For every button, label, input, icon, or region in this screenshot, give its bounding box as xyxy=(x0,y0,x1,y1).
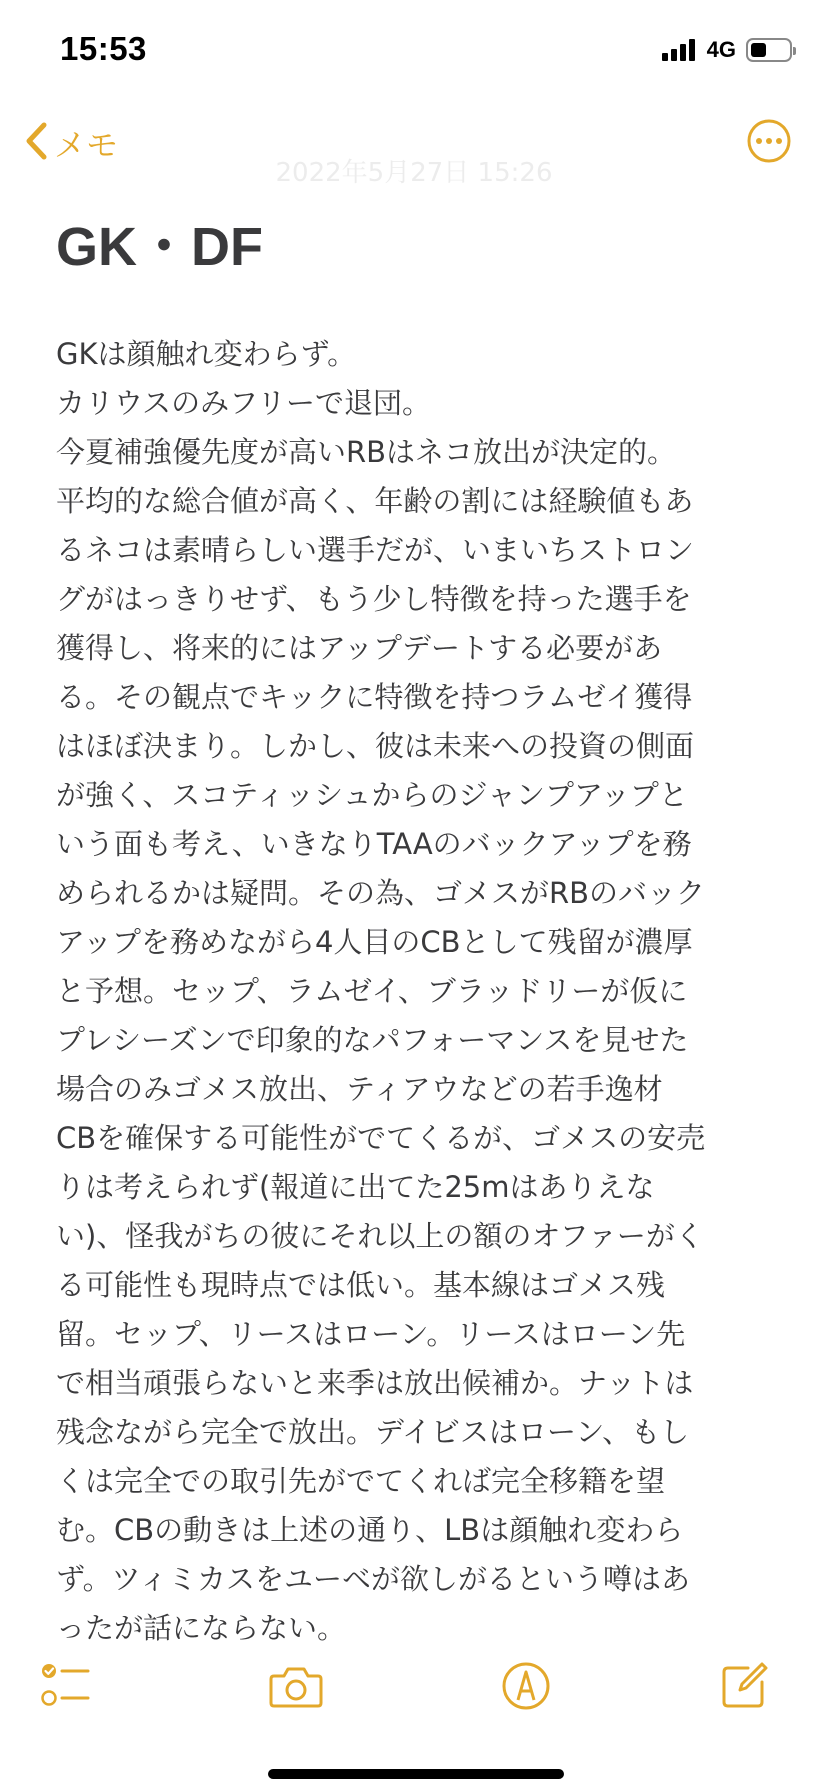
battery-icon xyxy=(746,38,792,62)
network-type: 4G xyxy=(706,37,736,62)
note-timestamp: 2022年5月27日 15:26 xyxy=(275,158,553,188)
note-line: 場合のみゴメス放出、ティアウなどの若手逸材 xyxy=(56,1072,663,1106)
note-body[interactable] xyxy=(56,330,796,1653)
note-line: アップを務めながら4人目のCBとして残留が濃厚 xyxy=(56,925,693,959)
status-indicators xyxy=(662,36,792,64)
note-line: ず。ツィミカスをユーベが欲しがるという噂はあ xyxy=(56,1562,690,1596)
note-line: ったが話にならない。 xyxy=(56,1611,347,1645)
note-line: プレシーズンで印象的なパフォーマンスを見せた xyxy=(56,1023,689,1057)
markup-icon xyxy=(500,1697,552,1716)
note-line: りは考えられず(報道に出てた25mはありえな xyxy=(56,1170,655,1204)
note-line: で相当頑張らないと来季は放出候補か。ナットは xyxy=(56,1366,694,1400)
checklist-button[interactable] xyxy=(40,1660,92,1716)
note-line: るネコは素晴らしい選手だが、いまいちストロン xyxy=(56,533,695,567)
note-line: む。CBの動きは上述の通り、LBは顔触れ変わら xyxy=(56,1513,684,1547)
note-line: 残念ながら完全で放出。デイビスはローン、もし xyxy=(56,1415,690,1449)
note-line: る。その観点でキックに特徴を持つラムゼイ獲得 xyxy=(56,680,693,714)
note-line: カリウスのみフリーで退団。 xyxy=(56,386,431,420)
note-line: くは完全での取引先がでてくれば完全移籍を望 xyxy=(56,1464,666,1498)
note-line: められるかは疑問。その為、ゴメスがRBのバック xyxy=(56,876,706,910)
note-line: 平均的な総合値が高く、年齢の割には経験値もあ xyxy=(56,484,694,518)
note-line: 留。セップ、リースはローン。リースはローン先 xyxy=(56,1317,686,1351)
note-line: 獲得し、将来的にはアップデートする必要があ xyxy=(56,631,663,665)
compose-button[interactable] xyxy=(718,1660,770,1716)
back-label: メモ xyxy=(54,126,119,164)
note-title[interactable]: GK・DF xyxy=(56,217,263,277)
bottom-toolbar xyxy=(0,1660,828,1730)
camera-icon xyxy=(268,1697,324,1716)
compose-icon xyxy=(718,1697,770,1716)
status-time: 15:53 xyxy=(60,30,147,67)
checklist-icon xyxy=(40,1697,92,1716)
note-line: が強く、スコティッシュからのジャンプアップと xyxy=(56,778,688,812)
note-line: グがはっきりせず、もう少し特徴を持った選手を xyxy=(56,582,692,616)
note-line: と予想。セップ、ラムゼイ、ブラッドリーが仮に xyxy=(56,974,688,1008)
note-line: GKは顔触れ変わらず。 xyxy=(56,337,357,371)
battery-level xyxy=(751,43,766,57)
note-line: る可能性も現時点では低い。基本線はゴメス残 xyxy=(56,1268,666,1302)
note-line: 今夏補強優先度が高いRBはネコ放出が決定的。 xyxy=(56,435,677,469)
note-line: はほぼ決まり。しかし、彼は未来への投資の側面 xyxy=(56,729,695,763)
note-line: い)、怪我がちの彼にそれ以上の額のオファーがく xyxy=(56,1219,704,1253)
note-line: CBを確保する可能性がでてくるが、ゴメスの安売 xyxy=(56,1121,706,1155)
status-bar xyxy=(0,0,828,96)
markup-button[interactable] xyxy=(500,1660,552,1716)
note-line: いう面も考え、いきなりTAAのバックアップを務 xyxy=(56,827,692,861)
signal-icon xyxy=(662,39,695,61)
home-indicator[interactable] xyxy=(268,1769,564,1779)
camera-button[interactable] xyxy=(268,1660,324,1716)
